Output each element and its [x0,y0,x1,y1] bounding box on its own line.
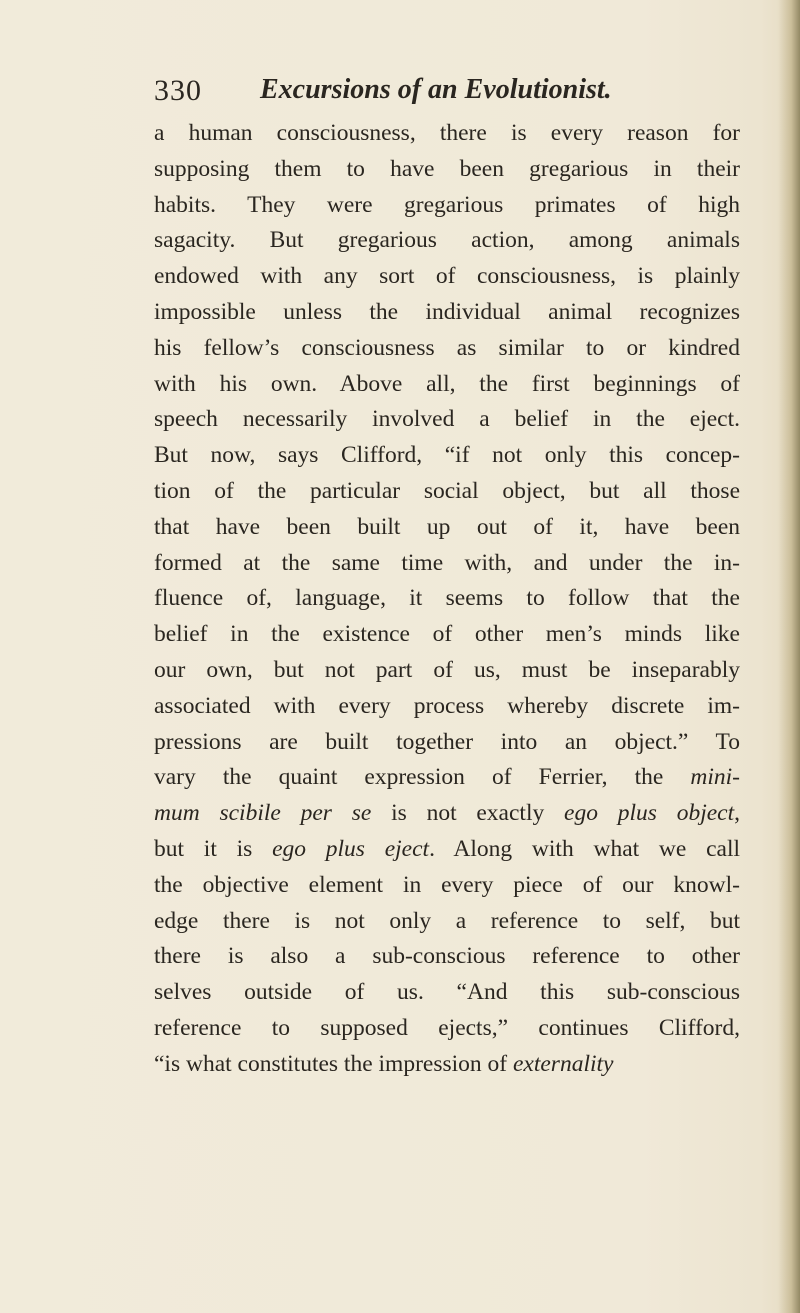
text-line [154,939,740,975]
text-run: with his own. Above all, the first beginnings of [154,370,740,397]
text-run: there is also a sub-conscious reference to other [154,943,740,970]
text-run: his fellow’s consciousness as similar to or kindred [154,334,740,361]
text-run: edge there is not only a reference to self, but [154,907,740,934]
text-line [154,832,740,868]
text-line [154,259,740,295]
text-run: belief in the existence of other men’s minds like [154,621,740,648]
text-line [154,725,740,761]
running-head [154,74,754,110]
text-line [154,1011,740,1047]
text-line [154,152,740,188]
text-run: speech necessarily involved a belief in the eject. [154,406,740,433]
text-line [154,116,740,152]
text-line [154,474,740,510]
text-run: endowed with any sort of consciousness, is plainly [154,263,740,290]
text-run: sagacity. But gregarious action, among animals [154,227,740,254]
text-line [154,223,740,259]
italic-text: ego plus object [564,800,735,827]
text-line [154,796,740,832]
text-run: habits. They were gregarious primates of high [154,191,740,218]
text-run: . Along with what we call [429,835,740,862]
text-line [154,581,740,617]
text-run: fluence of, language, it seems to follow that the [154,585,740,612]
page-number: 330 [154,74,202,107]
italic-text: mum scibile per se [154,800,372,827]
text-line [154,546,740,582]
text-run: that have been built up out of it, have been [154,513,740,540]
text-run: vary the quaint expression of Ferrier, the [154,764,691,791]
text-line [154,617,740,653]
text-run: But now, says Clifford, “if not only this concep- [154,442,740,469]
body-text [154,116,740,1083]
text-run: supposing them to have been gregarious in their [154,155,740,182]
text-run: the objective element in every piece of our knowl- [154,871,740,898]
italic-text: externality [512,1050,614,1077]
page-edge-shadow [778,0,800,1313]
text-run: but it is [154,835,273,862]
running-title: Excursions of an Evolutionist. [260,74,612,105]
text-run: tion of the particular social object, but all those [154,477,740,504]
text-run: , [734,800,741,827]
text-line [154,438,740,474]
text-line [154,367,740,403]
text-run: “is what constitutes the impression of [154,1050,513,1077]
text-run: a human consciousness, there is every reason for [154,120,740,146]
text-line [154,975,740,1011]
text-run: impossible unless the individual animal recognizes [154,298,740,325]
text-run: selves outside of us. “And this sub-conscious [154,979,740,1006]
text-line [154,760,740,796]
text-line [154,188,740,224]
text-run: associated with every process whereby discrete im- [154,692,740,719]
text-line [154,689,740,725]
text-run: our own, but not part of us, must be inseparably [154,656,740,683]
text-run: reference to supposed ejects,” continues Clifford, [154,1014,740,1041]
text-line [154,295,740,331]
text-run: pressions are built together into an object.” To [154,728,740,755]
text-line [154,868,740,904]
text-run: formed at the same time with, and under the in- [154,549,740,576]
text-line [154,653,740,689]
text-line [154,510,740,546]
text-line [154,1047,740,1083]
text-run: is not exactly [371,800,565,827]
text-line [154,904,740,940]
text-line [154,402,740,438]
text-line [154,331,740,367]
italic-text: ego plus eject [272,835,430,862]
italic-text: mini- [690,764,740,791]
